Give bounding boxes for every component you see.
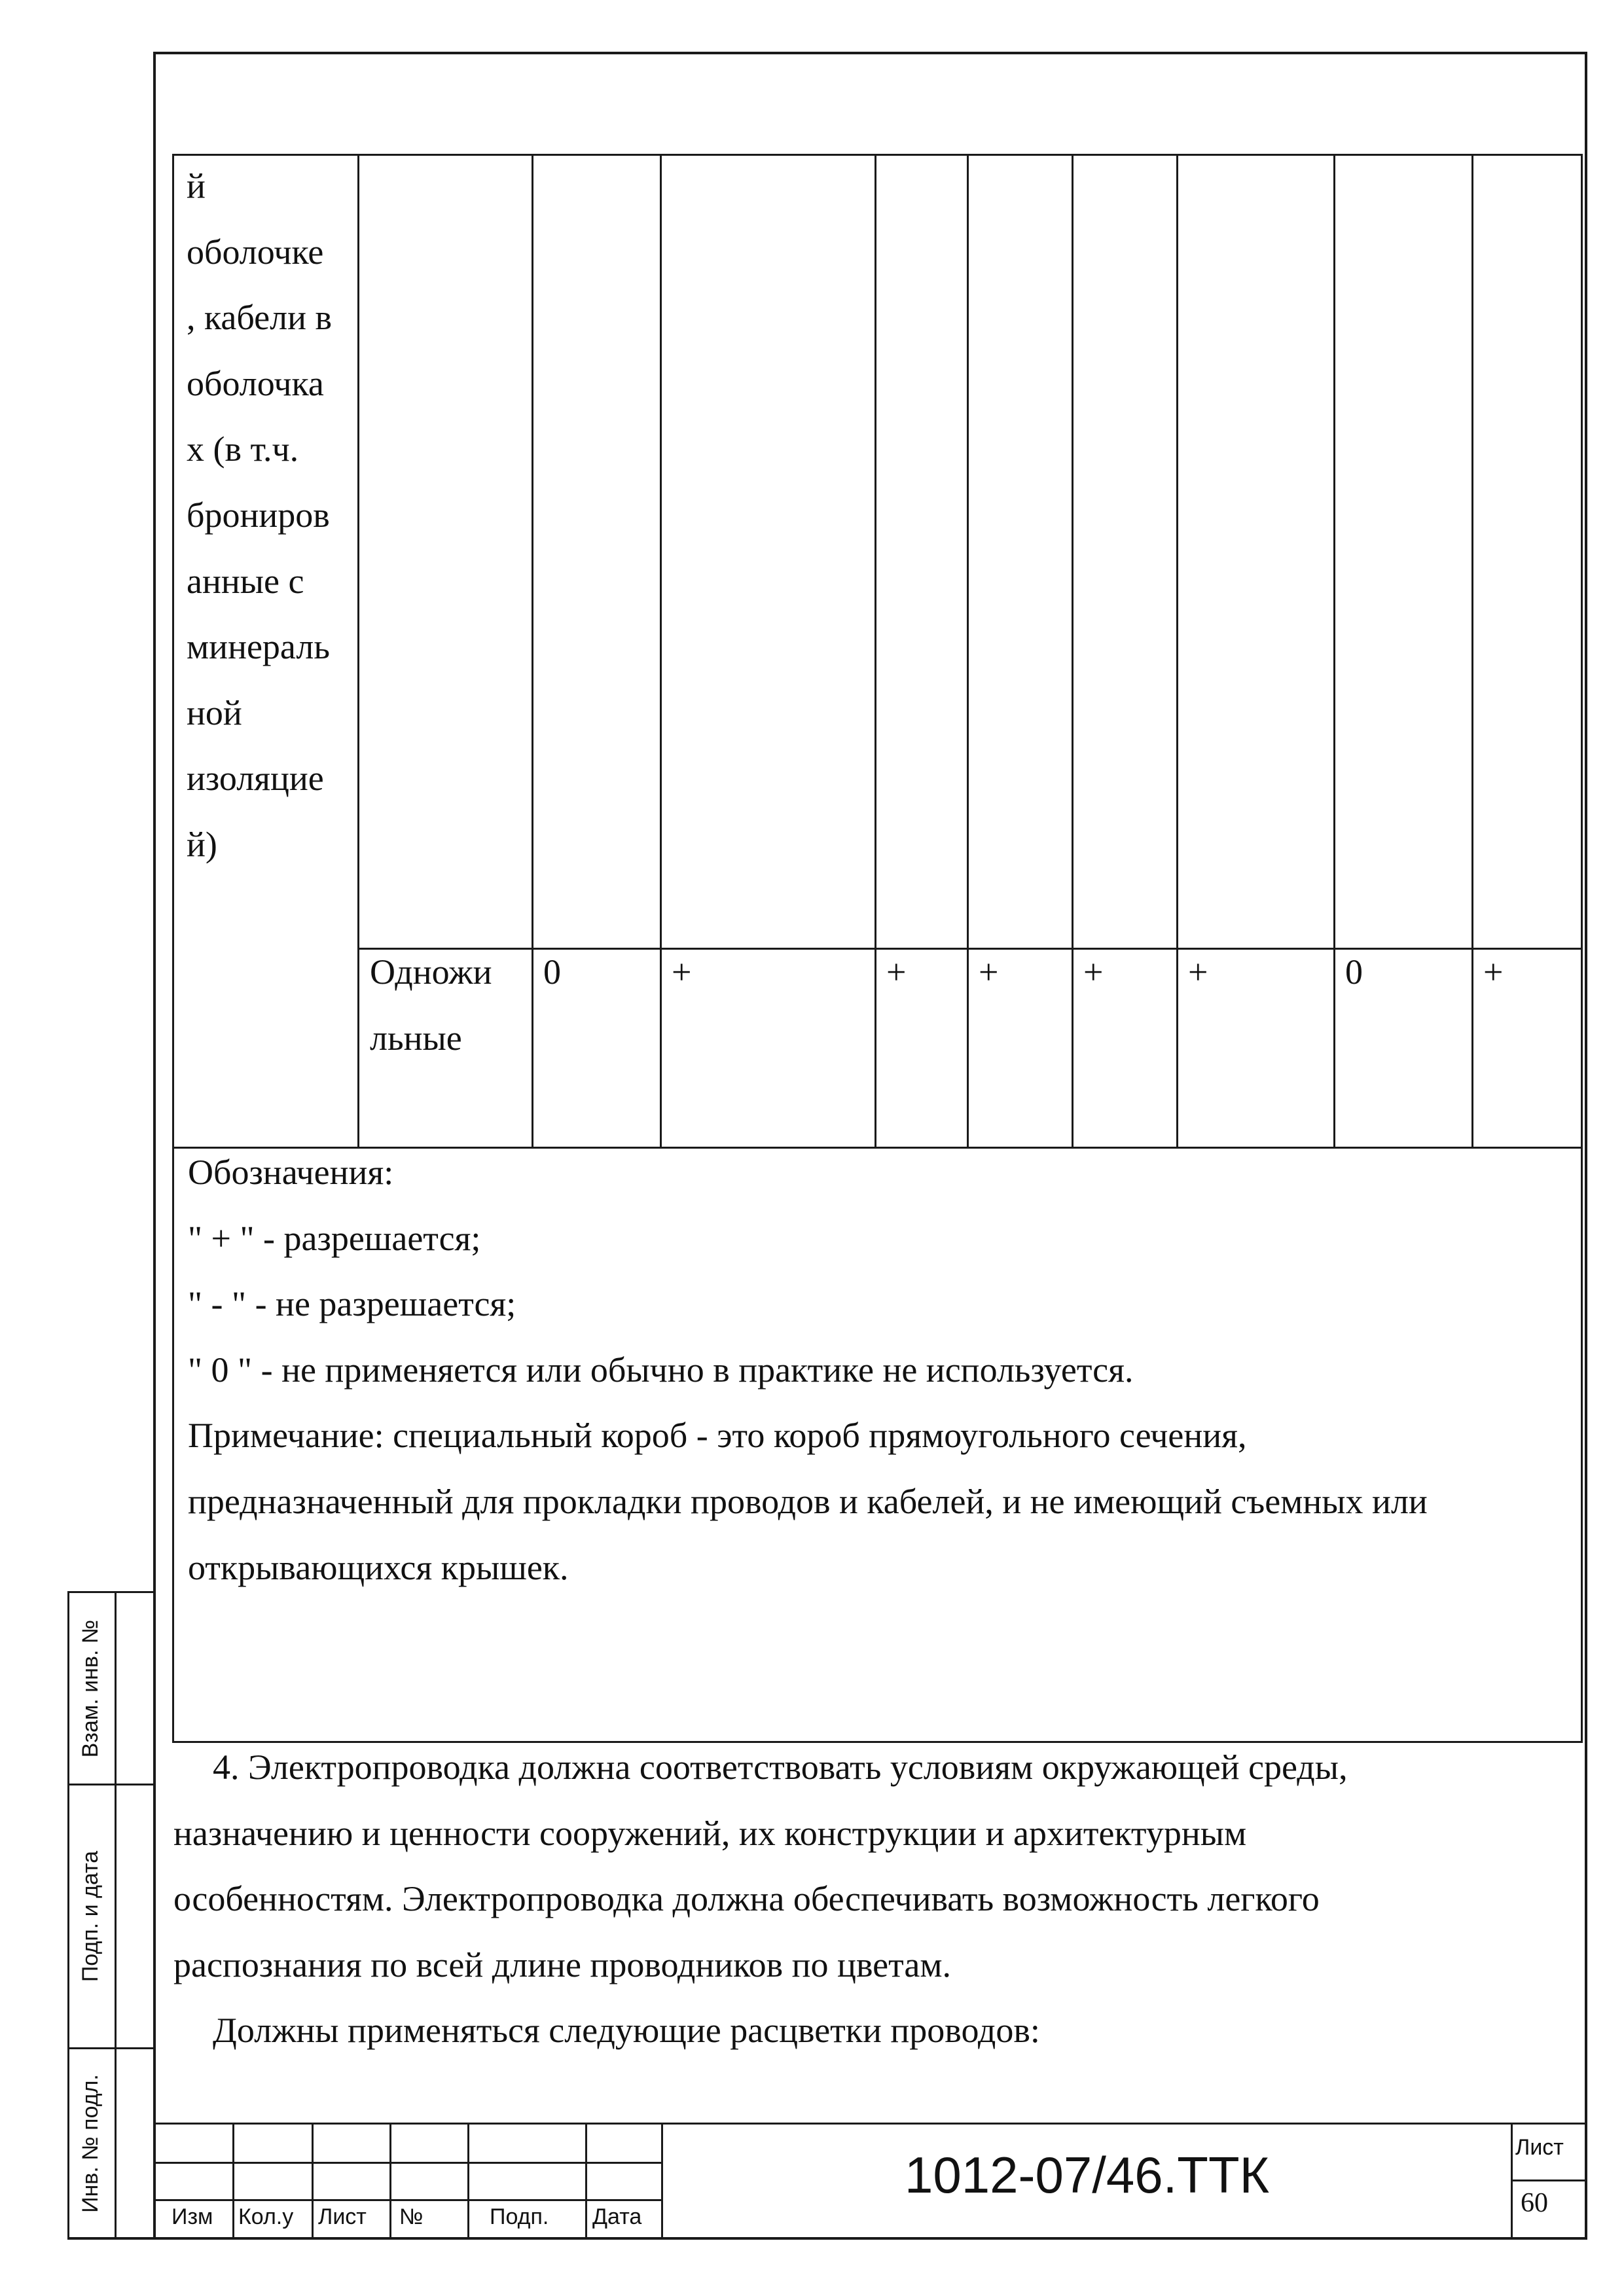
sheet-label: Лист [1515, 2135, 1564, 2160]
sheet-number: 60 [1521, 2188, 1548, 2218]
cell-line: х (в т.ч. [187, 429, 299, 469]
paragraph-line: назначению и ценности сооружений, их конструкции и архитектурным [173, 1813, 1247, 1853]
cell-line: оболочке [187, 232, 324, 272]
frame-top [153, 52, 1587, 54]
col-line-7 [1176, 154, 1178, 1149]
paragraph-line: распознания по всей длине проводников по цветам. [173, 1945, 951, 1984]
cell-line: минераль [187, 627, 330, 667]
table-row-line [357, 948, 1583, 950]
table-cell-value: + [979, 952, 999, 992]
tb-col-3 [389, 2123, 391, 2239]
col-line-8 [1333, 154, 1335, 1149]
paragraph-line: Должны применяться следующие расцветки проводов: [213, 2011, 1040, 2051]
tb-col-5 [585, 2123, 587, 2239]
notes-line: " - " - не разрешается; [188, 1284, 516, 1324]
col-line-6 [1072, 154, 1074, 1149]
paragraph-line: 4. Электропроводка должна соответствовать условиям окружающей среды, [213, 1748, 1348, 1787]
table-cell-value: + [886, 952, 907, 992]
col-line-2 [532, 154, 533, 1149]
vzam-inv-label: Взам. инв. № [78, 1619, 103, 1758]
data-label: Дата [592, 2204, 642, 2229]
frame-right [1585, 52, 1587, 2240]
podp-label: Подп. [490, 2204, 549, 2229]
kol-uch-label: Кол.у [238, 2204, 294, 2229]
cell-line: , кабели в [187, 298, 332, 338]
tb-col-4 [467, 2123, 469, 2239]
cell-line: й) [187, 824, 217, 864]
table-top-line [172, 154, 1583, 156]
cell-line: льные [370, 1018, 462, 1058]
stamp-line-2 [67, 2047, 154, 2049]
cell-line: ной [187, 692, 242, 732]
col-line-4 [875, 154, 876, 1149]
cell-line: брониров [187, 495, 330, 535]
cell-line: анные с [187, 561, 304, 601]
izm-label: Изм [171, 2204, 213, 2229]
col-line-9 [1471, 154, 1473, 1149]
tb-col-2 [312, 2123, 314, 2239]
podp-data-label: Подп. и дата [78, 1850, 103, 1982]
notes-line: " + " - разрешается; [188, 1218, 481, 1258]
stamp-top-line [67, 1591, 154, 1593]
paragraph-line: особенностям. Электропроводка должна обеспечивать возможность легкого [173, 1879, 1320, 1919]
col-line-1 [357, 154, 359, 1149]
tb-col-1 [232, 2123, 234, 2239]
frame-left [153, 52, 156, 2240]
list-label: Лист [318, 2204, 367, 2229]
col-line-3 [660, 154, 662, 1149]
col-line-5 [967, 154, 969, 1149]
notes-block [188, 1139, 1579, 1600]
table-cell-value: 0 [1345, 952, 1363, 992]
table-first-col-text [187, 153, 357, 878]
tb-top-line [153, 2123, 1587, 2125]
document-code: 1012-07/46.ТТК [904, 2146, 1270, 2204]
stamp-line-1 [67, 1784, 154, 1785]
tb-col-7 [1511, 2123, 1513, 2239]
notes-line: предназначенный для прокладки проводов и кабелей, и не имеющий съемных или [188, 1481, 1428, 1521]
cell-line: оболочка [187, 363, 324, 403]
cell-line: й [187, 166, 206, 206]
tb-sheet-line [1511, 2179, 1587, 2181]
inv-podl-label: Инв. № подл. [78, 2074, 103, 2213]
table-right-line [1581, 154, 1583, 1743]
cell-line: изоляцие [187, 759, 324, 798]
table-row-label [370, 939, 527, 1071]
table-cell-value: + [1083, 952, 1104, 992]
num-label: № [399, 2204, 424, 2229]
cell-line: Одножи [370, 952, 492, 992]
stamp-divider [115, 1591, 117, 2239]
table-cell-value: 0 [543, 952, 561, 992]
notes-heading: Обозначения: [188, 1153, 394, 1192]
table-cell-value: + [672, 952, 692, 992]
table-left-line [172, 154, 174, 1743]
frame-bottom [67, 2237, 1587, 2240]
notes-line: " 0 " - не применяется или обычно в практике не используется. [188, 1350, 1134, 1390]
stamp-left-line [67, 1591, 69, 2239]
table-cell-value: + [1483, 952, 1504, 992]
notes-line: открывающихся крышек. [188, 1547, 569, 1587]
notes-line: Примечание: специальный короб - это короб прямоугольного сечения, [188, 1416, 1247, 1456]
table-cell-value: + [1188, 952, 1208, 992]
body-text [173, 1734, 1581, 2064]
